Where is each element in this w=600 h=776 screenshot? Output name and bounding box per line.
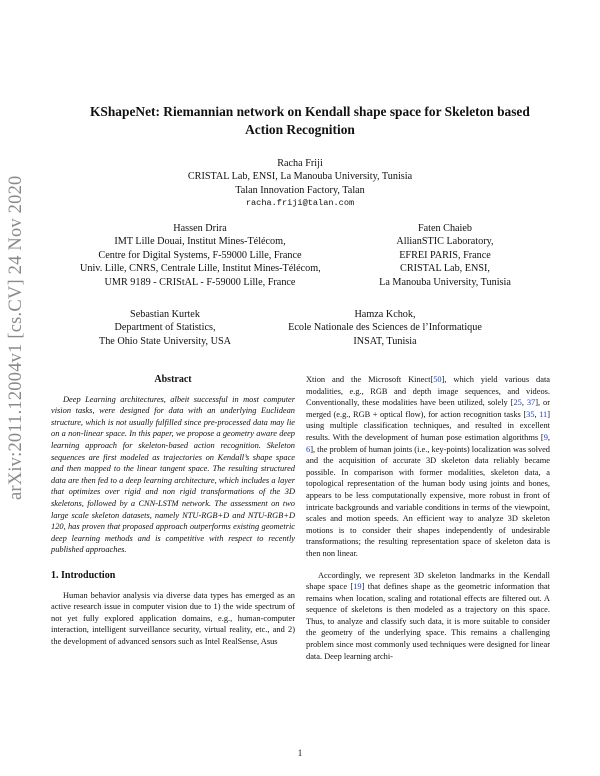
text-run: ], the problem of human joints (i.e., key-points) localization was solved and the acquisition of accurate 3D skeleton data reliably became possible. In comparison with former modalities, skeleton data, a topological representation of the human body using joints and bones, appears to be less computationally expensive, more robust in front of intricate backgrounds and variable conditions in terms of the viewpoint, scales and motion speeds. An efficient way to analyze 3D skeleton motions is to consider their shapes independently of undesirable transformations; the resulting representation space of skeleton data is then non linear. <box>306 444 550 558</box>
author-name: Faten Chaieb <box>417 223 473 234</box>
text-run: ] using multiple classification techniques, and resulted in excellent results. With the development of human pose estimation algorithms [ <box>306 409 550 442</box>
text-run: ], which yield various data modalities, e.g., RGB and depth image sequences, and videos. Conventionally, these modalities have been utilized, solely [ <box>306 375 550 408</box>
text-run: ], or merged (e.g., RGB + optical flow), for action recognition tasks [ <box>306 398 551 419</box>
citation-link[interactable]: 9 <box>543 432 548 442</box>
left-column <box>51 374 295 647</box>
author-affiliation: Univ. Lille, CNRS, Centrale Lille, Institut Mines-Télécom, <box>80 263 321 275</box>
author-affiliation: Ecole Nationale des Sciences de l’Informatique <box>288 322 482 334</box>
right-column <box>306 374 550 662</box>
author-affiliation: AllianSTIC Laboratory, <box>396 236 494 248</box>
citation-link[interactable]: 19 <box>353 582 362 592</box>
author-affiliation: Talan Innovation Factory, Talan <box>235 184 365 196</box>
author-affiliation: The Ohio State University, USA <box>98 335 232 347</box>
intro-paragraph-continued: Xtion and the Microsoft Kinect[50], which yield various data modalities, e.g., RGB and depth image sequences, and videos. Conventionally, these modalities have been utilized, solely [25, 37], or merged (e.g., RGB + optical flow), for action recognition tasks [35, 11] using multiple classification techniques, and resulted in excellent results. With the development of human pose estimation algorithms [9, 6], the problem of human joints (i.e., key-points) localization was solved and the acquisition of accurate 3D skeleton data reliably became possible. In comparison with former modalities, skeleton data, a topological representation of the human body using joints and bones, appears to be less computationally expensive, more robust in front of intricate backgrounds and variable conditions in terms of the viewpoint, scales and motion speeds. An efficient way to analyze 3D skeleton motions is to consider their shapes independently of undesirable transformations; the resulting representation space of skeleton data is then non linear. <box>306 375 551 558</box>
citation-link[interactable]: 11 <box>539 409 548 419</box>
author-name: Racha Friji <box>277 158 323 169</box>
paper-title <box>90 103 530 139</box>
introduction-heading: 1. Introduction <box>51 569 116 581</box>
author-affiliation: IMT Lille Douai, Institut Mines-Télécom, <box>114 236 286 248</box>
author-name: Hamza Kchok, <box>354 309 416 320</box>
citation-link[interactable]: 35 <box>526 409 535 419</box>
author-email[interactable]: racha.friji@talan.com <box>245 198 355 209</box>
author-affiliation: Department of Statistics, <box>114 322 216 334</box>
author-affiliation: UMR 9189 - CRIStAL - F-59000 Lille, France <box>104 276 296 288</box>
author-affiliation: Centre for Digital Systems, F-59000 Lille, France <box>98 249 302 261</box>
author-name: Sebastian Kurtek <box>130 309 200 320</box>
author-affiliation: CRISTAL Lab, ENSI, La Manouba University, Tunisia <box>187 171 413 183</box>
author-name: Hassen Drira <box>173 223 227 234</box>
abstract-heading: Abstract <box>154 374 192 385</box>
introduction-paragraph: Human behavior analysis via diverse data types has emerged as an active research issue in computer vision due to 1) the wide spectrum of not yet fully explored application domains, e.g., human-computer interaction, intelligent surveillance security, virtual reality, etc., and 2) the development of advanced sensors such as Intel RealSense, Asus <box>51 590 295 646</box>
title-line-2: Action Recognition <box>245 122 355 137</box>
citation-link[interactable]: 37 <box>526 398 536 408</box>
page-number: 1 <box>297 748 303 758</box>
author-block-kchok <box>250 308 520 348</box>
author-block-friji <box>150 157 450 211</box>
author-block-drira <box>80 222 320 289</box>
citation-link[interactable]: 50 <box>433 375 442 384</box>
arxiv-identifier-stamp: arXiv:2011.12004v1 [cs.CV] 24 Nov 2020 <box>6 175 26 500</box>
author-block-chaieb <box>340 222 550 289</box>
citation-link[interactable]: 6 <box>306 444 311 454</box>
author-affiliation: EFREI PARIS, France <box>399 249 491 261</box>
author-affiliation: La Manouba University, Tunisia <box>379 276 511 288</box>
author-affiliation: INSAT, Tunisia <box>353 335 417 347</box>
abstract-text: Deep Learning architectures, albeit successful in most computer vision tasks, were designed for data with an underlying Euclidean structure, which is not usually fulfilled since pre-processed data may lie on a non-linear space. In this paper, we propose a geometry aware deep learning approach for skeleton-based action recognition. Skeleton sequences are first modeled as trajectories on Kendall’s shape space and then mapped to the linear tangent space. The resulting structured data are then fed to a deep learning architecture, which includes a layer that optimizes over rigid and non rigid transformations of the 3D skeletons, followed by a CNN-LSTM network. The assessment on two large scale skeleton datasets, namely NTU-RGB+D and NTU-RGB+D 120, has proven that proposed approach outperforms existing geometric deep learning methods and is competitive with respect to recently published approaches. <box>51 394 295 555</box>
text-run: ] that defines shape as the geometric information that remains when location, scaling and rotational effects are filtered out. A sequence of skeletons is then modeled as a trajectory on this space. Thus, to analyze and classify such data, it is more suitable to consider the geometry of the underlying space. This remains a challenging problem since most commonly used techniques were designed for linear data. Deep learning archi- <box>306 582 550 661</box>
author-block-kurtek <box>70 308 260 348</box>
text-run: Xtion and the Microsoft Kinect[ <box>306 375 434 384</box>
text-run: Accordingly, we represent 3D skeleton landmarks in the Kendall shape space [ <box>306 570 550 592</box>
intro-paragraph-kendall <box>306 570 550 663</box>
author-affiliation: CRISTAL Lab, ENSI, <box>400 263 490 275</box>
title-line-1: KShapeNet: Riemannian network on Kendall shape space for Skeleton based <box>90 104 530 119</box>
citation-link[interactable]: 25 <box>513 398 522 408</box>
